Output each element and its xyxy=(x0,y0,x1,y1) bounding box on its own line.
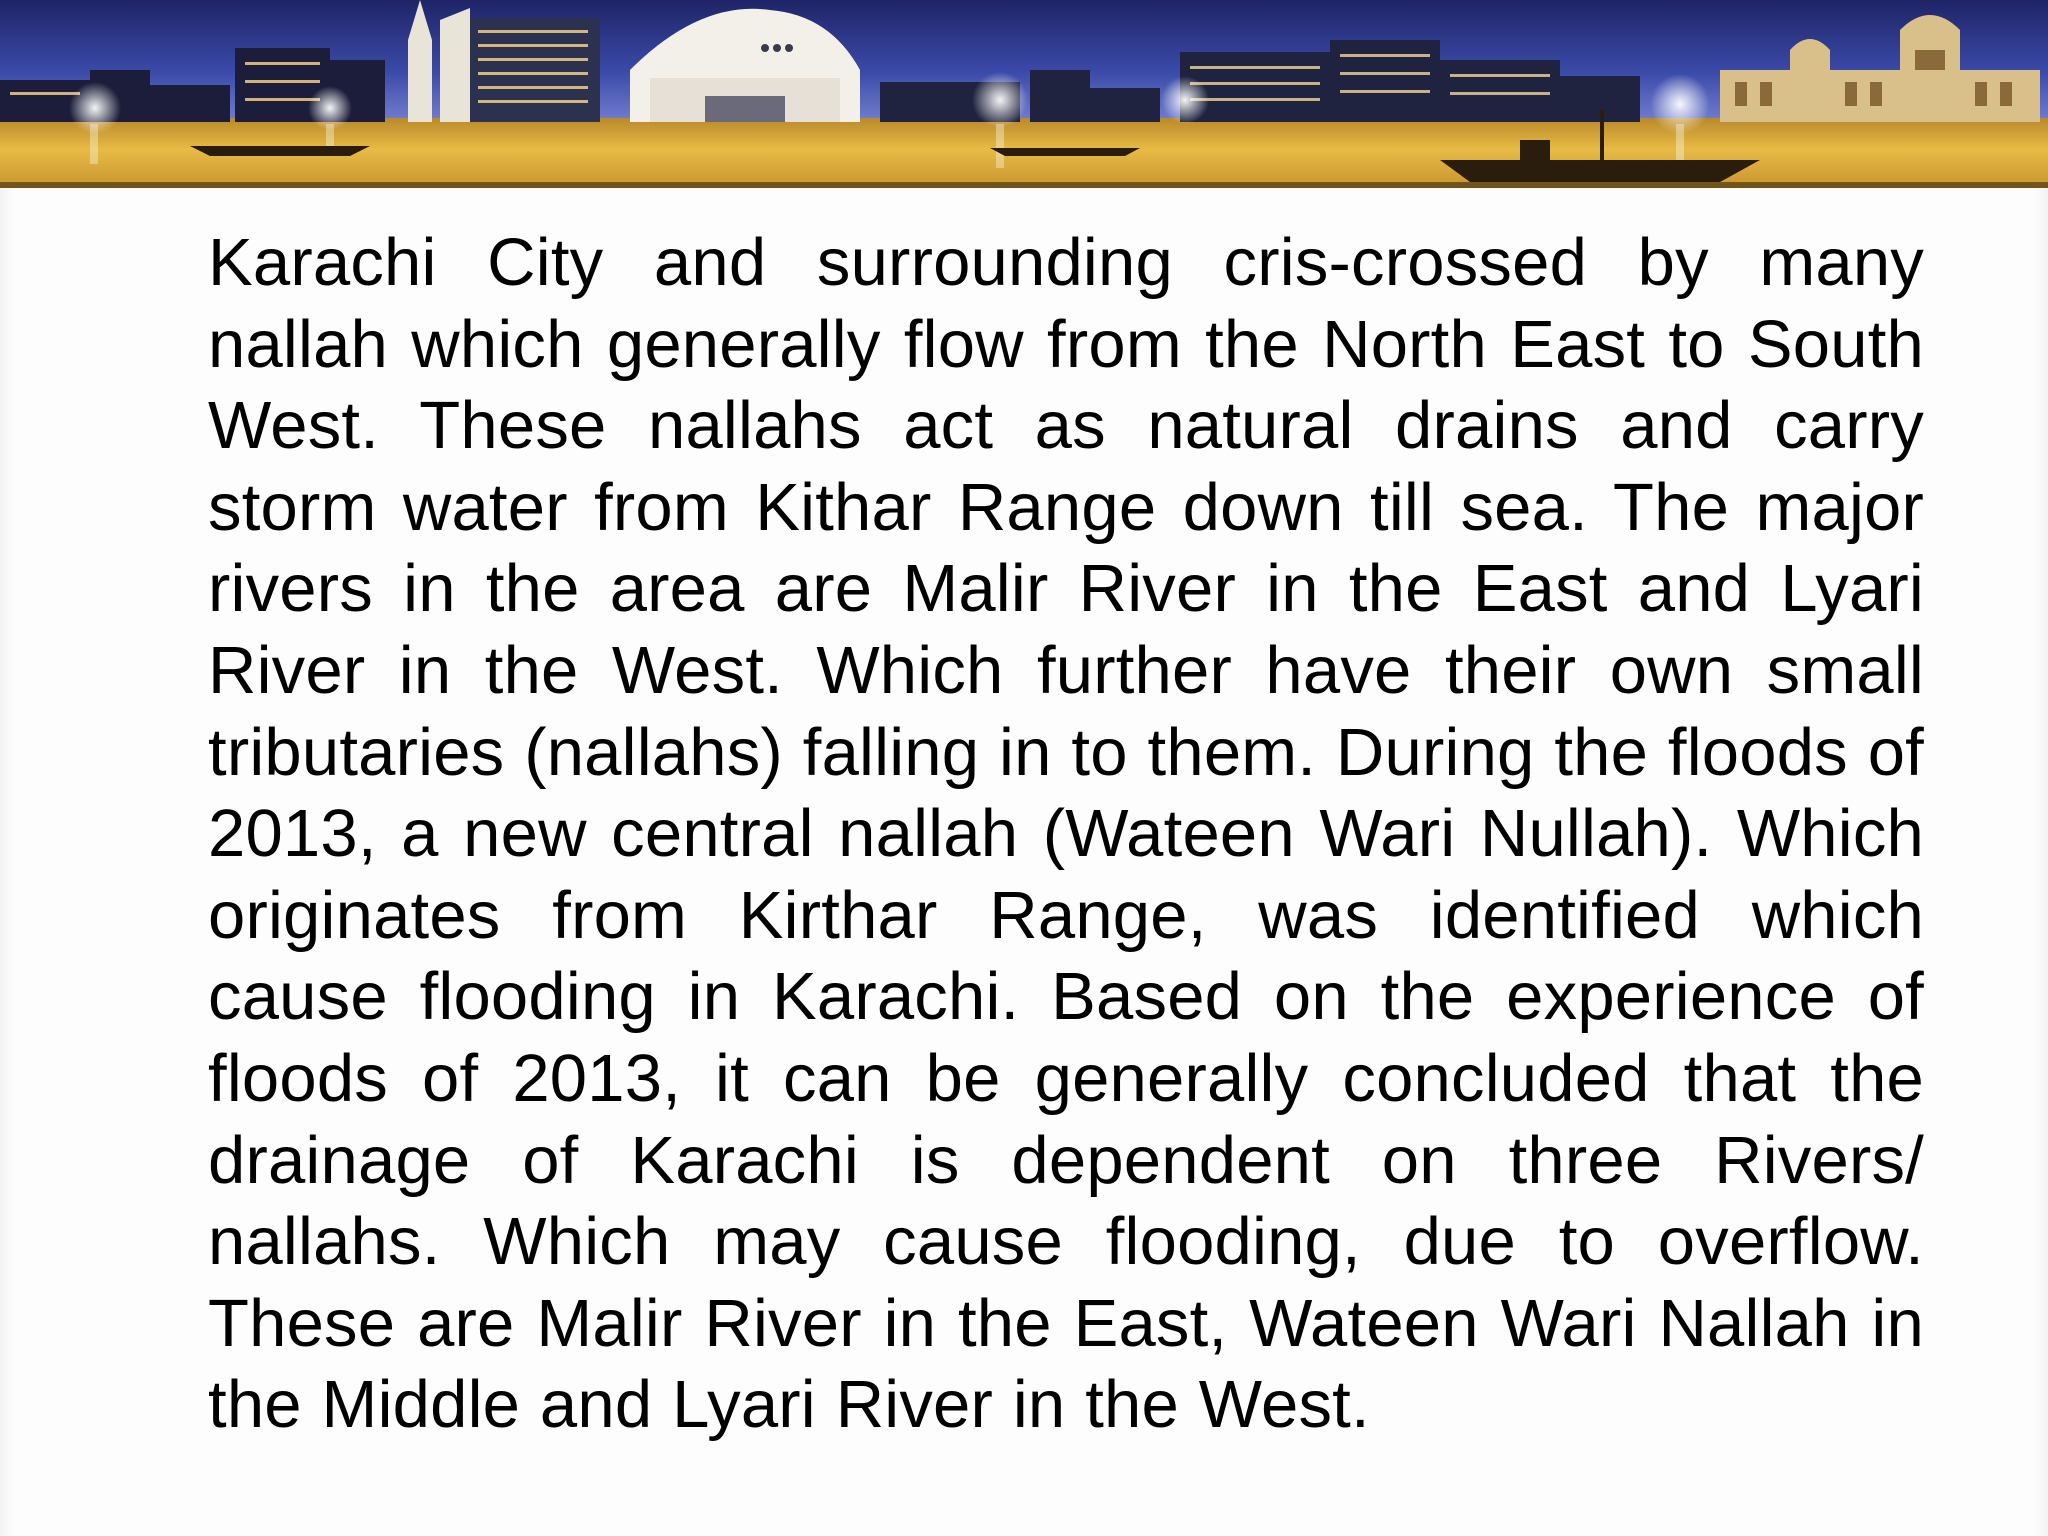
body-paragraph: Karachi City and surrounding cris-crossed by many nallah which generally flow from the North East to South West. These nallahs act as natural drains and carry storm water from Kithar Range down till sea. The major rivers in the area are Malir River in the East and Lyari River in the West. Which further have their own small tributaries (nallahs) falling in to them. During the floods of 2013, a new central nallah (Wateen Wari Nullah). Which originates from Kirthar Range, was identified which cause flooding in Karachi. Based on the experience of floods of 2013, it can be generally concluded that the drainage of Karachi is dependent on three Rivers/ nallahs. Which may cause flooding, due to overflow. These are Malir River in the East, Wateen Wari Nallah in the Middle and Lyari River in the West. xyxy=(208,225,1924,1443)
right-edge-shade xyxy=(2034,188,2048,1536)
skyline-illustration xyxy=(0,0,2048,188)
karachi-skyline-banner xyxy=(0,0,2048,188)
left-edge-shade xyxy=(0,188,14,1536)
